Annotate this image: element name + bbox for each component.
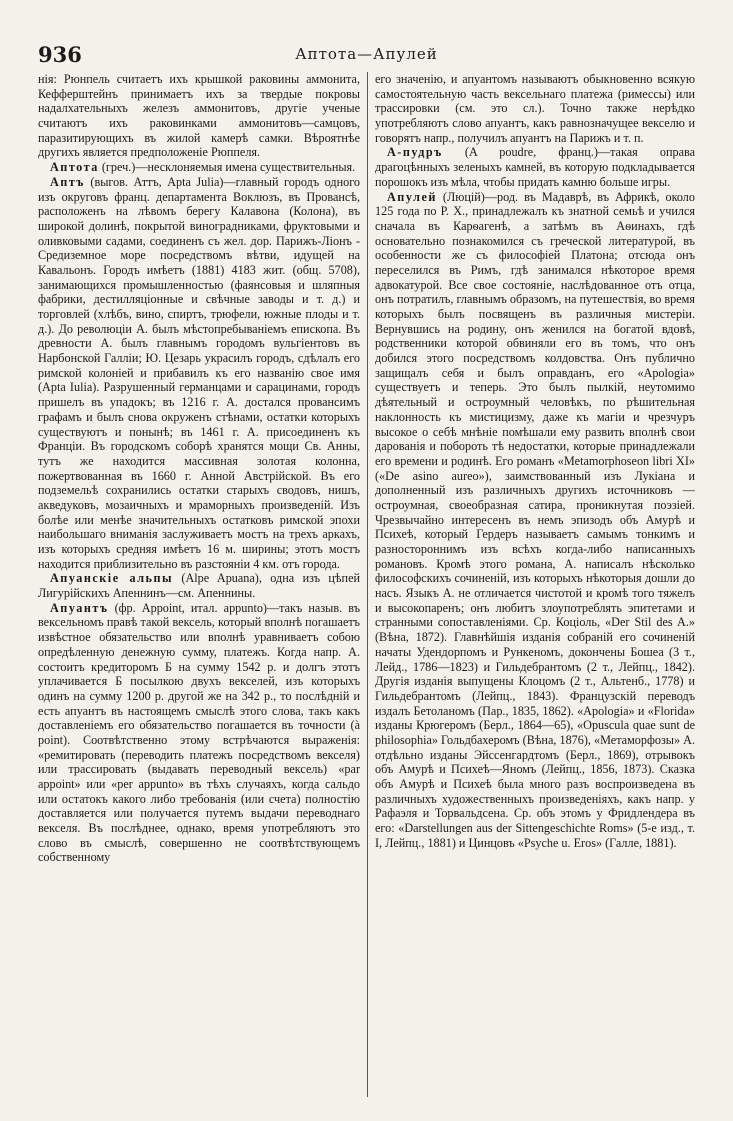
entry-text: (Alpe Apuana), одна изъ цѣпей Лигурійскихъ Апеннинъ—см. Апеннины.: [38, 571, 360, 601]
entry-text: (выгов. Аттъ, Apta Julia)—главный городъ одного изъ округовъ франц. департамента Воклюзъ, въ Провансѣ, расположенъ на лѣвомъ берегу Калавона (Колона), въ широкой долинѣ, покрытой виноградниками, фруктовыми и оливковыми садами, соединенъ съ жел. дор. Парижъ-Ліонъ - Средиземное море посредствомъ вѣтви, идущей на Кавальонъ. Городъ имѣетъ (1881) 4183 жит. (общ. 5708), занимающихся промышленностью (фаянсовыя и шляпныя фабрики, дестилляціонные и свѣчные заводы и т. д.) и торговлей (хлѣбъ, вино, спиртъ, трюфели, южные плоды и т. д.). До революціи А. былъ мѣстопребываніемъ епископа. Въ древности А. былъ главнымъ городомъ вульгіентовъ въ Нарбонской Галліи; Ю. Цезарь украсилъ городъ, сдѣлалъ его римской колоніей и прибавилъ къ его названію свое имя (Apta Iulia). Разрушенный германцами и сарацинами, городъ пришелъ въ упадокъ; въ 1216 г. А. достался провансимъ графамъ и былъ снова окруженъ стѣнами, остатки которыхъ существуютъ и понынѣ; въ 1461 г. А. присоединенъ къ Франціи. Въ городскомъ соборѣ хранятся мощи Св. Анны, тутъ же находится массивная золотая колонна, пожертвованная въ 1660 г. Анной Австрійской. Въ его подземельѣ сохранились остатки старыхъ сводовъ, нишъ, акведуковъ, мозаичныхъ и мраморныхъ произведеній. Изъ болѣе или менѣе значительныхъ остатковъ римской эпохи наибольшаго вниманія заслуживаетъ мостъ на трехъ аркахъ, изъ которыхъ средняя имѣетъ 16 м. ширины; этотъ мостъ находится приблизительно въ разстояніи 4 км. отъ города.: [38, 174, 360, 571]
running-title: Аптота—Апулей: [295, 45, 438, 63]
entry: [38, 72, 360, 160]
column-divider: [367, 72, 368, 1097]
entry: [375, 72, 695, 145]
page-header: [38, 42, 695, 66]
entry-text: (греч.)—несклоняемыя имена существительныя.: [98, 160, 356, 175]
headword: Аптъ: [50, 174, 85, 189]
headword: Апуанскіе альпы: [50, 571, 174, 586]
headword: А-пудръ: [387, 145, 443, 160]
entry: [375, 145, 695, 189]
headword: Аптота: [50, 160, 99, 175]
headword: Апуантъ: [50, 600, 109, 615]
entry: [38, 175, 360, 572]
entry-text: (Люцій)—род. въ Мадаврѣ, въ Африкѣ, около 125 года по Р. Х., принадлежалъ къ знатной семьѣ и учился сначала въ Карѳагенѣ, а затѣмъ въ Аѳинахъ, гдѣ основательно познакомился съ греческой литературой, въ особенности же съ философіей Платона; отсюда онъ переселился въ Римъ, гдѣ занимался нѣкоторое время адвокатурой. Все свое состояніе, наслѣдованное отъ отца, онъ потратилъ, главнымъ образомъ, на путешествія, во время которыхъ былъ посвященъ въ различныя мистеріи. Вернувшись на родину, онъ женился на богатой вдовѣ, родственники которой обвиняли его въ томъ, что онъ добился этого посредствомъ колдовства. Онъ публично защищалъ себя и былъ оправданъ, его «Apologia» существуетъ и теперь. Это былъ пылкій, неутомимо дѣятельный и остроумный человѣкъ, по рѣшительная наклонность къ мистицизму, даже къ магіи и чрезчуръ высокое о себѣ мнѣніе помѣшали ему развить вполнѣ свои дарованія и побороть тѣ недостатки, которые принадлежали его времени и родинѣ. Его романъ «Metamorphoseon libri XI» («De asino aureo»), заимствованный изъ Лукіана и дополненный изъ различныхъ другихъ источниковъ — остроумная, своеобразная сатира, проникнутая поэзіей. Чрезвычайно интересенъ въ немъ эпизодъ объ Амурѣ и Психеѣ, который Гердеръ называетъ самымъ тонкимъ и разностороннимъ изъ всѣхъ когда-либо написанныхъ романовъ. Кромѣ этого романа, А. написалъ нѣсколько философскихъ сочиненій, изъ которыхъ нѣкоторыя дошли до насъ. Языкъ А. не отличается чистотой и кромѣ того тяжелъ и высокопаренъ; онъ любитъ злоупотреблять эпитетами и странными сопоставленіями. Ср. Коціоль, «Der Stil des A.» (Вѣна, 1872). Главнѣйшія изданія собраній его сочиненій начаты Удендорпомъ и Рункеномъ, докончены Бошеа (3 т., Лейд., 1786—1823) и Гильдебрантомъ (2 т., Лейпц., 1842). Другія изданія выпущены Клоцомъ (2 т., Альтенб., 1778) и Гильдебрантомъ (Лейпц., 1843). Французскій переводъ издалъ Бетоланомъ (Пар., 1835, 1862). «Apologia» и «Florida» изданы Крюгеромъ (Берл., 1864—65), «Opuscula quae sunt de philosophia» Гольдбахеромъ (Вѣна, 1876), «Метаморфозы» А. отдѣльно изданы Эйссенгардтомъ (Берл., 1869), отрывокъ объ Амурѣ и Психеѣ—Яномъ (Лейпц., 1856, 1873). Сказка объ Амурѣ и Психеѣ была много разъ воспроизведена въ различныхъ художественныхъ произведеніяхъ, какъ напр. у Рафаэля и Торвальдсена. Ср. объ этомъ у Фридлендера въ его: «Darstellungen aus der Sittengeschichte Roms» (5-е изд., т. I, Лейпц., 1881) и Цинцовъ «Psyche u. Eros» (Галле, 1881).: [375, 189, 695, 850]
right-column: [375, 72, 695, 1097]
entry-text: нія: Рюнпель считаетъ ихъ крышкой раковины аммонита, Кефферштейнъ принимаетъ ихъ за твердые покровы надалхательныхъ железъ аммонитовъ, другіе ученые считаютъ ихъ раковинками аммонитовъ—самцовъ, паразитирующихъ въ жилой камерѣ самки. Вѣроятнѣе другихъ является предположеніе Рюппеля.: [38, 72, 360, 160]
entry-text: его значенію, и апуантомъ называютъ обыкновенно всякую самостоятельную часть вексельнаго платежа (римессы) или трассировки (см. это сл.). Точно также нерѣдко употребляютъ слово апуантъ, какъ равнозначущее векселю и говорятъ напр., получилъ апуантъ на Парижъ и т. п.: [375, 72, 695, 145]
headword: Апулей: [387, 189, 437, 204]
entry: [38, 601, 360, 865]
page-number: 936: [38, 42, 82, 67]
entry: [38, 160, 360, 175]
entry-text: (фр. Appoint, итал. appunto)—такъ назыв. въ вексельномъ правѣ такой вексель, который вполнѣ погашаетъ извѣстное обязательство или вполнѣ уравниваетъ собою опредѣленную денежную сумму, платежъ. Когда напр. А. состоитъ кредиторомъ Б на сумму 1542 р. и долгъ этотъ уплачивается Б посылкою двухъ векселей, изъ которыхъ одинъ на сумму 1200 р. другой же на 342 р., то послѣдній и есть апуантъ въ настоящемъ смыслѣ этого слова, такъ какъ доставленіемъ его обязательство погашается въ точности (à point). Соотвѣтственно этому встрѣчаются выраженія: «ремитировать (переводить платежъ посредствомъ векселя) или трассировать (выдавать переводный вексель) «par appoint» или «per appunto» въ тѣхъ случаяхъ, когда сальдо или остатокъ какого либо требованія (или счета) полностію доставляется или получается путемъ выдачи переводнаго векселя. Въ послѣднее, однако, время употребляютъ это слово въ смыслѣ, совершенно не соотвѣтствующемъ собственному: [38, 600, 360, 865]
entry: [375, 190, 695, 851]
entry-text: (A poudre, франц.)—такая оправа драгоцѣнныхъ зеленыхъ камней, въ которую подкладывается порошокъ изъ мѣла, чтобы придать камню больше игры.: [375, 145, 695, 189]
entry: [38, 571, 360, 600]
left-column: [38, 72, 360, 1097]
